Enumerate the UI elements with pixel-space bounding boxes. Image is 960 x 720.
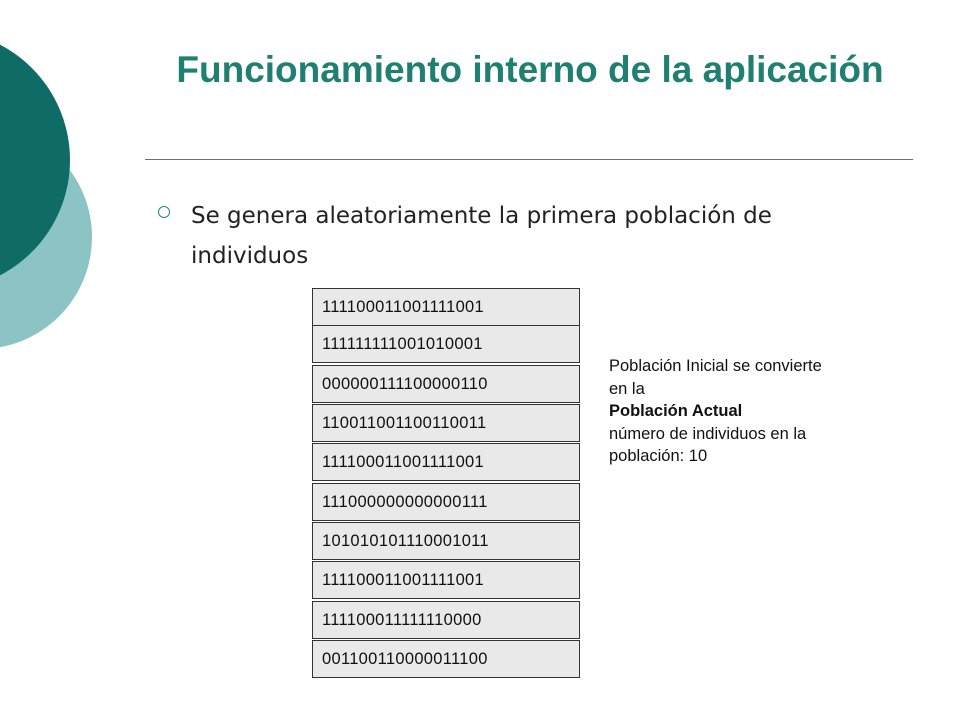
note-line-1: Población Inicial se convierte en la xyxy=(609,357,822,398)
slide-title: Funcionamiento interno de la aplicación xyxy=(176,49,884,90)
individual-row: 111100011001111001 xyxy=(312,561,580,599)
title-divider xyxy=(145,159,913,160)
individual-row: 111000000000000111 xyxy=(312,483,580,521)
individual-row: 111111111001010001 xyxy=(312,325,580,363)
individual-row: 111100011001111001 xyxy=(312,288,580,326)
individual-row: 111100011111110000 xyxy=(312,601,580,639)
ring-bullet-icon xyxy=(158,206,170,218)
individual-row: 110011001100110011 xyxy=(312,404,580,442)
bullet-text: Se genera aleatoriamente la primera población de individuos xyxy=(191,203,772,269)
decorative-circles xyxy=(0,0,100,380)
individual-row: 111100011001111001 xyxy=(312,443,580,481)
individual-row: 001100110000011100 xyxy=(312,640,580,678)
population-note xyxy=(609,355,839,468)
note-line-2: número de individuos en la población: 10 xyxy=(609,424,807,465)
individual-row: 101010101110001011 xyxy=(312,522,580,560)
note-bold-label: Población Actual xyxy=(609,402,743,420)
individual-row: 000000111100000110 xyxy=(312,365,580,403)
